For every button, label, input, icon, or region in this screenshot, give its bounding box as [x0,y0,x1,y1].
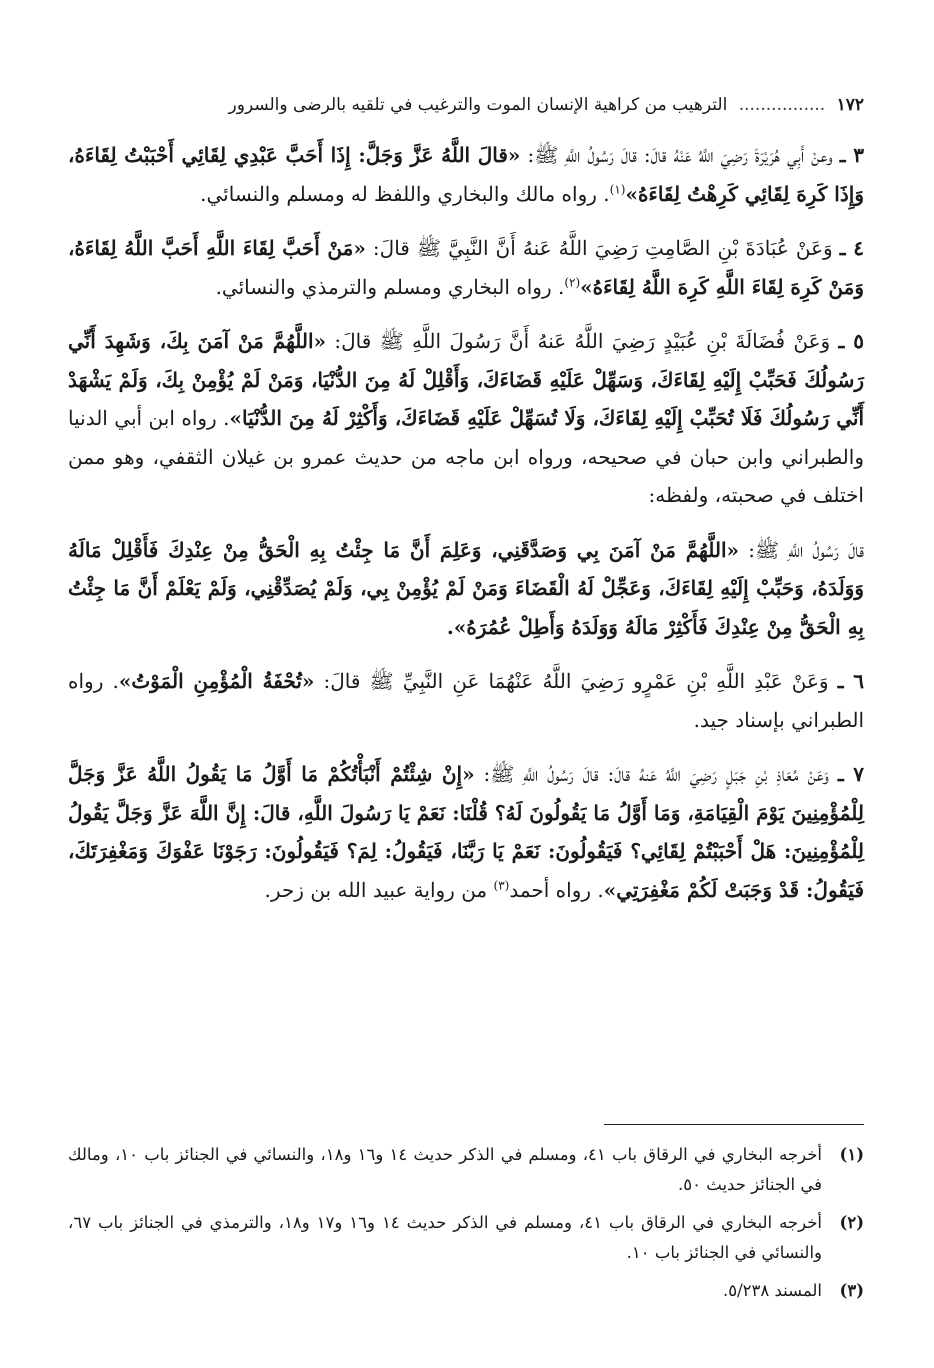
footnote-ref[interactable]: (٢) [564,274,581,289]
footnote-number: (١) [839,1145,864,1164]
footnotes [68,1140,864,1314]
hadith-4 [68,229,864,306]
footnote-number: (٣) [839,1281,864,1300]
header-leader-dots: ................ [738,95,826,115]
hadith-3 [68,136,864,213]
hadith-number: ٧ ـ [837,762,865,786]
hadith-intro: وَعَنْ مُعَاذِ بْنِ جَبَلٍ رَضِيَ اللَّهُ عَنهُ قالَ: قالَ رَسُولُ اللَّهِ ﷺ: [483,762,829,786]
footnote-ref[interactable]: (١) [609,181,626,196]
hadith-source: من رواية عبيد الله بن زحر. [264,877,494,902]
hadith-quote: «إِنْ شِئْتُمْ أَنْبَأْتُكُمْ مَا أَوَّلُ مَا يَقُولُ اللَّهُ عَزَّ وَجَلَّ لِلْمُؤْمِنِينَ يَوْمَ الْقِيَامَةِ، وَمَا أَوَّلُ مَا يَقُولُونَ لَهُ؟ قُلْنَا: نَعَمْ يَا رَسُولَ اللَّهِ، قالَ: إِنَّ اللَّهَ عَزَّ وَجَلَّ يَقُولُ لِلْمُؤْمِنِينَ: هَلْ أَحْبَبْتُمْ لِقَائِي؟ فَيَقُولُونَ: نَعَمْ يَا رَبَّنَا، فَيَقُولُ: لِمَ؟ فَيَقُولُونَ: رَجَوْنَا عَفْوَكَ وَمَغْفِرَتَكَ، فَيَقُولُ: قَدْ وَجَبَتْ لَكُمْ مَغْفِرَتِي» [68,762,864,902]
hadith-number: ٦ ـ [837,669,865,693]
footnote-text: المسند ٥/٢٣٨. [722,1281,822,1300]
hadith-source: . رواه البخاري ومسلم والترمذي والنسائي. [215,274,565,299]
hadith-number: ٤ ـ [839,236,865,260]
hadith-number: ٥ ـ [838,329,865,353]
hadith-7 [68,755,864,909]
hadith-source: . رواه الطبراني بإسناد جيد. [68,669,864,732]
hadith-number: ٣ ـ [839,143,864,167]
hadith-6 [68,662,864,739]
hadith-intro: وَعَنْ عُبَادَةَ بْنِ الصَّامِتِ رَضِيَ اللَّهُ عَنهُ أَنَّ النَّبِيَّ ﷺ قالَ: [372,236,833,260]
hadith-quote: «تُحْفَةُ الْمُؤْمِنِ الْمَوْتُ» [118,669,315,693]
hadith-intro: وعنْ أَبِي هُرَيْرَةَ رَضِيَ اللَّهُ عَنْهُ قالَ: قالَ رَسُولُ اللَّهِ ﷺ: [527,143,833,167]
footnote-number: (٢) [839,1213,864,1232]
running-header [68,90,864,120]
hadith-quote: «اللَّهُمَّ مَنْ آمَنَ بِي وَصَدَّقَنِي، وَعَلِمَ أَنَّ مَا جِئْتُ بِهِ الْحَقُّ مِنْ عِنْدِكَ فَأَقْلِلْ مَالَهُ وَوَلَدَهُ، وَحَبِّبْ إِلَيْهِ لِقَاءَكَ، وَعَجِّلْ لَهُ الْقَضَاءَ وَمَنْ لَمْ يُؤْمِنْ بِي، وَلَمْ يُصَدِّقْنِي، وَلَمْ يَعْلَمْ أَنَّ مَا جِئْتُ بِهِ الْحَقُّ مِنْ عِنْدِكَ فَأَكْثِرْ مَالَهُ وَوَلَدَهُ وَأَطِلْ عُمُرَهُ». [68,537,864,639]
hadith-source: . رواه ابن أبي الدنيا والطبراني وابن حبان في صحيحه، ورواه ابن ماجه من حديث عمرو بن غيلان الثقفي، وهو ممن اختلف في صحبته، ولفظه: [68,406,864,507]
footnote-text: أخرجه البخاري في الرقاق باب ٤١، ومسلم في الذكر حديث ١٤ و١٦ و١٧ و١٨، والترمذي في الجنائز باب ٦٧، والنسائي في الجنائز باب ١٠. [68,1213,823,1262]
hadith-intro: وَعَنْ فُضَالَةَ بْنِ عُبَيْدٍ رَضِيَ اللَّهُ عَنهُ أَنَّ رَسُولَ اللَّهِ ﷺ قالَ: [334,329,831,353]
footnote-2 [68,1208,864,1268]
hadith-5 [68,322,864,515]
footnote-3 [68,1276,864,1306]
hadith-intro: وَعَنْ عَبْدِ اللَّهِ بْنِ عَمْرٍو رَضِيَ اللَّهُ عَنْهُمَا عَنِ النَّبِيِّ ﷺ قالَ: [323,669,829,693]
hadith-quote: «قالَ اللَّهُ عَزَّ وَجَلَّ: إِذَا أَحَبَّ عَبْدِي لِقَائِي أَحْبَبْتُ لِقَاءَهُ، وَإِذَا كَرِهَ لِقَائِي كَرِهْتُ لِقَاءَهُ» [68,143,864,206]
footnote-separator [604,1124,864,1125]
chapter-title: الترهيب من كراهية الإنسان الموت والترغيب في تلقيه بالرضى والسرور [228,95,728,115]
page-number: ١٧٢ [836,95,864,115]
footnote-text: أخرجه البخاري في الرقاق باب ٤١، ومسلم في الذكر حديث ١٤ و١٦ و١٨، والنسائي في الجنائز باب ١٠، ومالك في الجنائز حديث ٥٠. [68,1145,823,1194]
hadith-quote: «مَنْ أَحَبَّ لِقَاءَ اللَّهِ أَحَبَّ اللَّهُ لِقَاءَهُ، وَمَنْ كَرِهَ لِقَاءَ اللَّهِ كَرِهَ اللَّهُ لِقَاءَهُ» [68,236,864,299]
hadith-source-prefix: . رواه أحمد [509,877,604,902]
hadith-quote: «اللَّهُمَّ مَنْ آمَنَ بِكَ، وَشَهِدَ أَنِّي رَسُولُكَ فَحَبِّبْ إِلَيْهِ لِقَاءَكَ، وَسَهِّلْ عَلَيْهِ قَضَاءَكَ، وَأَقْلِلْ لَهُ مِنَ الدُّنْيَا، وَمَنْ لَمْ يُؤْمِنْ بِكَ، وَلَمْ يَشْهَدْ أَنِّي رَسُولُكَ فَلَا تُحَبِّبْ إِلَيْهِ لِقَاءَكَ، وَلَا تُسَهِّلْ عَلَيْهِ قَضَاءَكَ، وَأَكْثِرْ لَهُ مِنَ الدُّنْيَا» [68,329,865,430]
main-text [68,136,864,925]
hadith-5-variant [68,531,864,647]
hadith-source: . رواه مالك والبخاري واللفظ له ومسلم والنسائي. [200,181,610,206]
footnote-1 [68,1140,864,1200]
hadith-intro: قالَ رَسُولُ اللَّهِ ﷺ: [748,537,864,562]
footnote-ref[interactable]: (٣) [493,877,510,892]
